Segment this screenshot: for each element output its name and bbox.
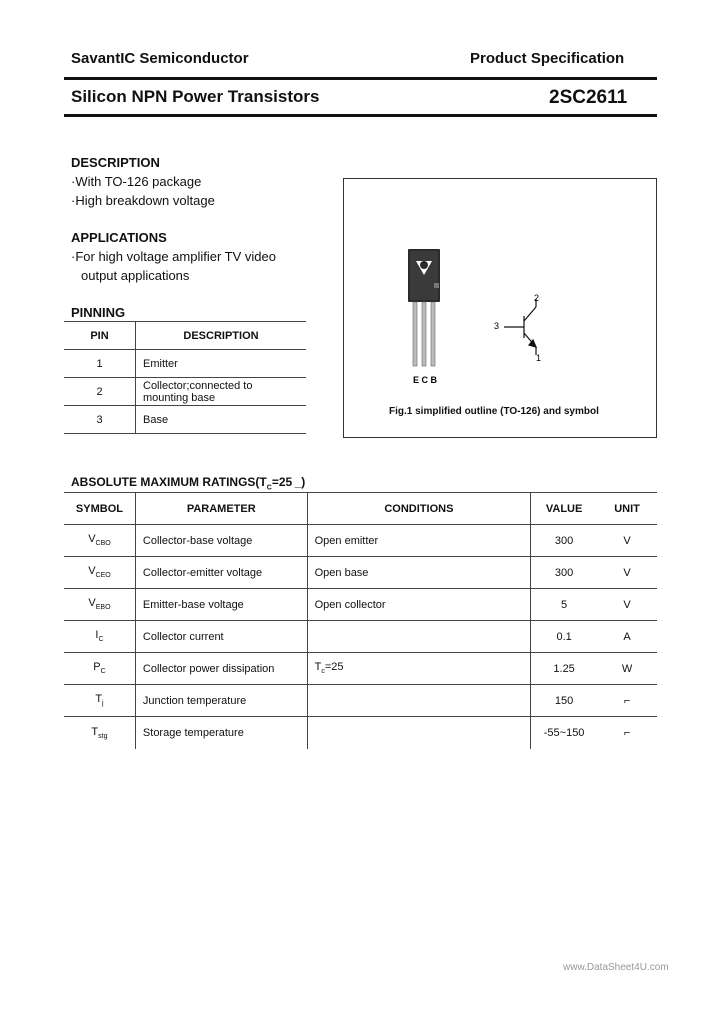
table-row [64, 685, 657, 717]
symbol-sub: C [98, 636, 104, 644]
col-value: VALUE [531, 493, 597, 525]
symbol-sub: CEO [95, 572, 111, 580]
symbol-sub: EBO [95, 604, 111, 612]
symbol-cell [64, 685, 135, 717]
condition-text: T [314, 661, 322, 674]
col-pin: PIN [64, 322, 136, 350]
unit-cell: V [597, 589, 657, 621]
symbol: I [95, 629, 99, 642]
value-cell: 5 [531, 589, 597, 621]
pin-description: Emitter [136, 350, 307, 378]
symbol-cell [64, 589, 135, 621]
unit-cell: V [597, 557, 657, 589]
unit-cell: A [597, 621, 657, 653]
pin-description [136, 378, 307, 406]
table-row [64, 621, 657, 653]
company-name: SavantIC Semiconductor [71, 50, 249, 67]
unit-cell: V [597, 525, 657, 557]
parameter-cell: Collector-emitter voltage [135, 557, 307, 589]
symbol: T [91, 725, 99, 738]
ratings-heading-sub: C [266, 484, 272, 492]
col-parameter: PARAMETER [135, 493, 307, 525]
symbol: V [88, 597, 96, 610]
symbol-cell [64, 621, 135, 653]
symbol: V [88, 565, 96, 578]
parameter-cell: Collector power dissipation [135, 653, 307, 685]
value-cell: 300 [531, 525, 597, 557]
conditions-cell [307, 717, 531, 749]
unit-cell: ⌐ [597, 685, 657, 717]
value-cell: 300 [531, 557, 597, 589]
pin-3-label: 3 [494, 321, 500, 331]
application-line: output applications [81, 268, 190, 283]
parameter-cell: Emitter-base voltage [135, 589, 307, 621]
parameter-cell: Collector current [135, 621, 307, 653]
value-cell: 1.25 [531, 653, 597, 685]
application-line: ·For high voltage amplifier TV video [71, 249, 276, 264]
ratings-heading-text: ABSOLUTE MAXIMUM RATINGS(T [71, 475, 267, 489]
pin-description-line: mounting base [143, 391, 216, 404]
table-row [64, 557, 657, 589]
pin-number: 2 [64, 378, 136, 406]
applications-heading: APPLICATIONS [71, 230, 167, 245]
unit-cell: W [597, 653, 657, 685]
pin-number: 1 [64, 350, 136, 378]
ratings-heading [71, 475, 305, 491]
symbol: P [93, 661, 101, 674]
lead-labels: E C B [413, 375, 438, 385]
figure-box [343, 178, 657, 438]
symbol: V [88, 533, 96, 546]
table-row [64, 525, 657, 557]
table-row [64, 406, 306, 434]
transistor-figure [344, 179, 656, 437]
symbol-cell [64, 653, 135, 685]
conditions-cell [307, 621, 531, 653]
pin-1-label: 1 [536, 353, 542, 363]
description-heading: DESCRIPTION [71, 155, 160, 170]
table-row [64, 589, 657, 621]
document-type: Product Specification [470, 50, 625, 67]
symbol-cell [64, 717, 135, 749]
symbol-cell [64, 557, 135, 589]
table-row [64, 350, 306, 378]
col-description: DESCRIPTION [136, 322, 307, 350]
header-rule [64, 77, 657, 80]
pin-number: 3 [64, 406, 136, 434]
page-title: Silicon NPN Power Transistors [71, 87, 320, 106]
description-item: ·With TO-126 package [71, 174, 202, 189]
condition-suffix: =25 [324, 661, 344, 674]
package-outline-icon [408, 249, 440, 366]
conditions-cell [307, 685, 531, 717]
conditions-cell: Open collector [307, 589, 531, 621]
col-symbol: SYMBOL [64, 493, 135, 525]
col-unit: UNIT [597, 493, 657, 525]
symbol-sub: C [100, 668, 106, 676]
conditions-cell [307, 653, 531, 685]
symbol-sub: CBO [95, 540, 111, 548]
part-number: 2SC2611 [549, 87, 628, 108]
pinning-table [64, 321, 306, 434]
pinning-heading: PINNING [71, 305, 126, 320]
table-header-row [64, 322, 306, 350]
symbol-sub: j [102, 700, 104, 708]
value-cell: -55~150 [543, 726, 585, 739]
table-row [64, 653, 657, 685]
symbol-cell [64, 525, 135, 557]
ratings-table [64, 492, 657, 749]
condition-sub: c [321, 668, 325, 676]
watermark: www.DataSheet4U.com [563, 962, 669, 973]
pin-description-line: Collector;connected to [143, 379, 253, 392]
ratings-heading-suffix: =25 _) [271, 475, 306, 489]
description-item: ·High breakdown voltage [71, 193, 215, 208]
col-conditions: CONDITIONS [307, 493, 531, 525]
symbol-sub: stg [98, 732, 108, 740]
pin-description: Base [136, 406, 307, 434]
npn-symbol-icon [504, 299, 536, 355]
table-row [64, 378, 306, 406]
parameter-cell: Junction temperature [135, 685, 307, 717]
title-rule [64, 114, 657, 117]
symbol: T [95, 693, 103, 706]
figure-caption: Fig.1 simplified outline (TO-126) and symbol [389, 406, 599, 417]
table-row [64, 717, 657, 749]
unit-cell: ⌐ [623, 726, 631, 739]
parameter-cell: Collector-base voltage [135, 525, 307, 557]
conditions-cell: Open base [307, 557, 531, 589]
pin-2-label: 2 [534, 293, 540, 303]
conditions-cell: Open emitter [307, 525, 531, 557]
value-cell: 0.1 [531, 621, 597, 653]
parameter-cell: Storage temperature [135, 717, 307, 749]
value-cell: 150 [531, 685, 597, 717]
table-header-row [64, 493, 657, 525]
